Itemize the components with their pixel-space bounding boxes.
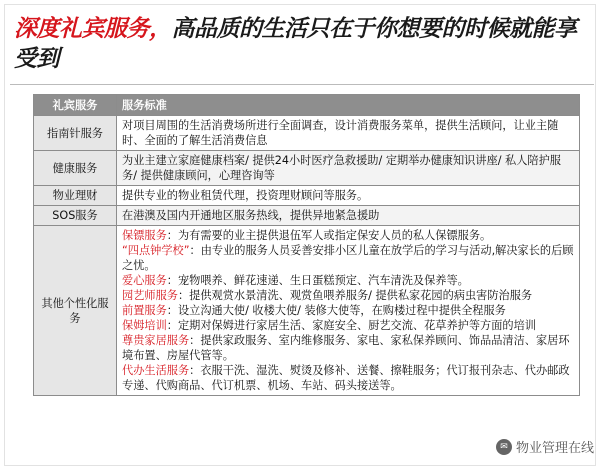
service-name: 爱心服务 (122, 274, 167, 287)
service-text: ：衣服干洗、湿洗、熨烫及修补、送餐、擦鞋服务；代订报刊杂志、代办邮政专递、代购商品、代订机票、机场、车站、码头接送等。 (122, 364, 570, 392)
row-category: 其他个性化服务 (34, 226, 117, 396)
row-category: 物业理财 (34, 186, 117, 206)
header-concierge: 礼宾服务 (34, 95, 117, 116)
service-name: 代办生活服务 (122, 364, 190, 377)
row-description: 在港澳及国内开通地区服务热线，提供异地紧急援助 (117, 206, 580, 226)
table-row (34, 206, 580, 226)
title-accent: 深度礼宾服务， (14, 15, 172, 42)
list-item (122, 243, 574, 273)
service-name: 前置服务 (122, 304, 167, 317)
row-description: 提供专业的物业租赁代理，投资理财顾问等服务。 (117, 186, 580, 206)
row-category: 健康服务 (34, 151, 117, 186)
list-item (122, 303, 574, 318)
title-divider (10, 84, 594, 85)
list-item (122, 228, 574, 243)
row-description: 对项目周围的生活消费场所进行全面调查，设计消费服务菜单，提供生活顾问，让业主随时、全面的了解生活消费信息 (117, 116, 580, 151)
list-item (122, 363, 574, 393)
table-row (34, 116, 580, 151)
service-text: ：为有需要的业主提供退伍军人或指定保安人员的私人保镖服务。 (166, 229, 492, 242)
header-standard: 服务标准 (117, 95, 580, 116)
list-item (122, 333, 574, 363)
service-text: ：由专业的服务人员妥善安排小区儿童在放学后的学习与活动,解决家长的后顾之忧。 (122, 244, 574, 272)
table-row (34, 226, 580, 396)
service-text: ：提供家政服务、室内维修服务、家电、家私保养顾问、饰品品清洁、家居环境布置、房屋代管等。 (122, 334, 570, 362)
table-header-row (34, 95, 580, 116)
title-rest: 高品质的生活只在于你想要的时候就能享受到 (14, 15, 577, 72)
row-category: 指南针服务 (34, 116, 117, 151)
table-row (34, 186, 580, 206)
wechat-icon: ✉ (496, 439, 512, 455)
service-text: ：定期对保姆进行家居生活、家庭安全、厨艺交流、花草养护等方面的培训 (166, 319, 536, 332)
service-name: 园艺师服务 (122, 289, 178, 302)
service-name: “四点钟学校” (122, 244, 190, 257)
row-description: 为业主建立家庭健康档案/ 提供24小时医疗急救援助/ 定期举办健康知识讲座/ 私人陪护服务/ 提供健康顾问，心理咨询等 (117, 151, 580, 186)
table-row (34, 151, 580, 186)
service-name: 尊贵家居服务 (122, 334, 190, 347)
service-name: 保镖服务 (122, 229, 167, 242)
list-item (122, 273, 574, 288)
service-text: ：宠物喂养、鲜花速递、生日蛋糕预定、汽车清洗及保养等。 (166, 274, 469, 287)
other-services-list (117, 226, 580, 396)
list-item (122, 318, 574, 333)
watermark-text: 物业管理在线 (515, 441, 594, 456)
service-text: ：设立沟通大使/ 收楼大使/ 装修大使等，在购楼过程中提供全程服务 (166, 304, 506, 317)
service-table (33, 94, 580, 396)
list-item (122, 288, 574, 303)
page-title (14, 14, 594, 74)
row-category: SOS服务 (34, 206, 117, 226)
service-text: ：提供观赏水景清洗、观赏鱼喂养服务/ 提供私家花园的病虫害防治服务 (177, 289, 533, 302)
service-name: 保姆培训 (122, 319, 167, 332)
watermark (496, 437, 594, 456)
